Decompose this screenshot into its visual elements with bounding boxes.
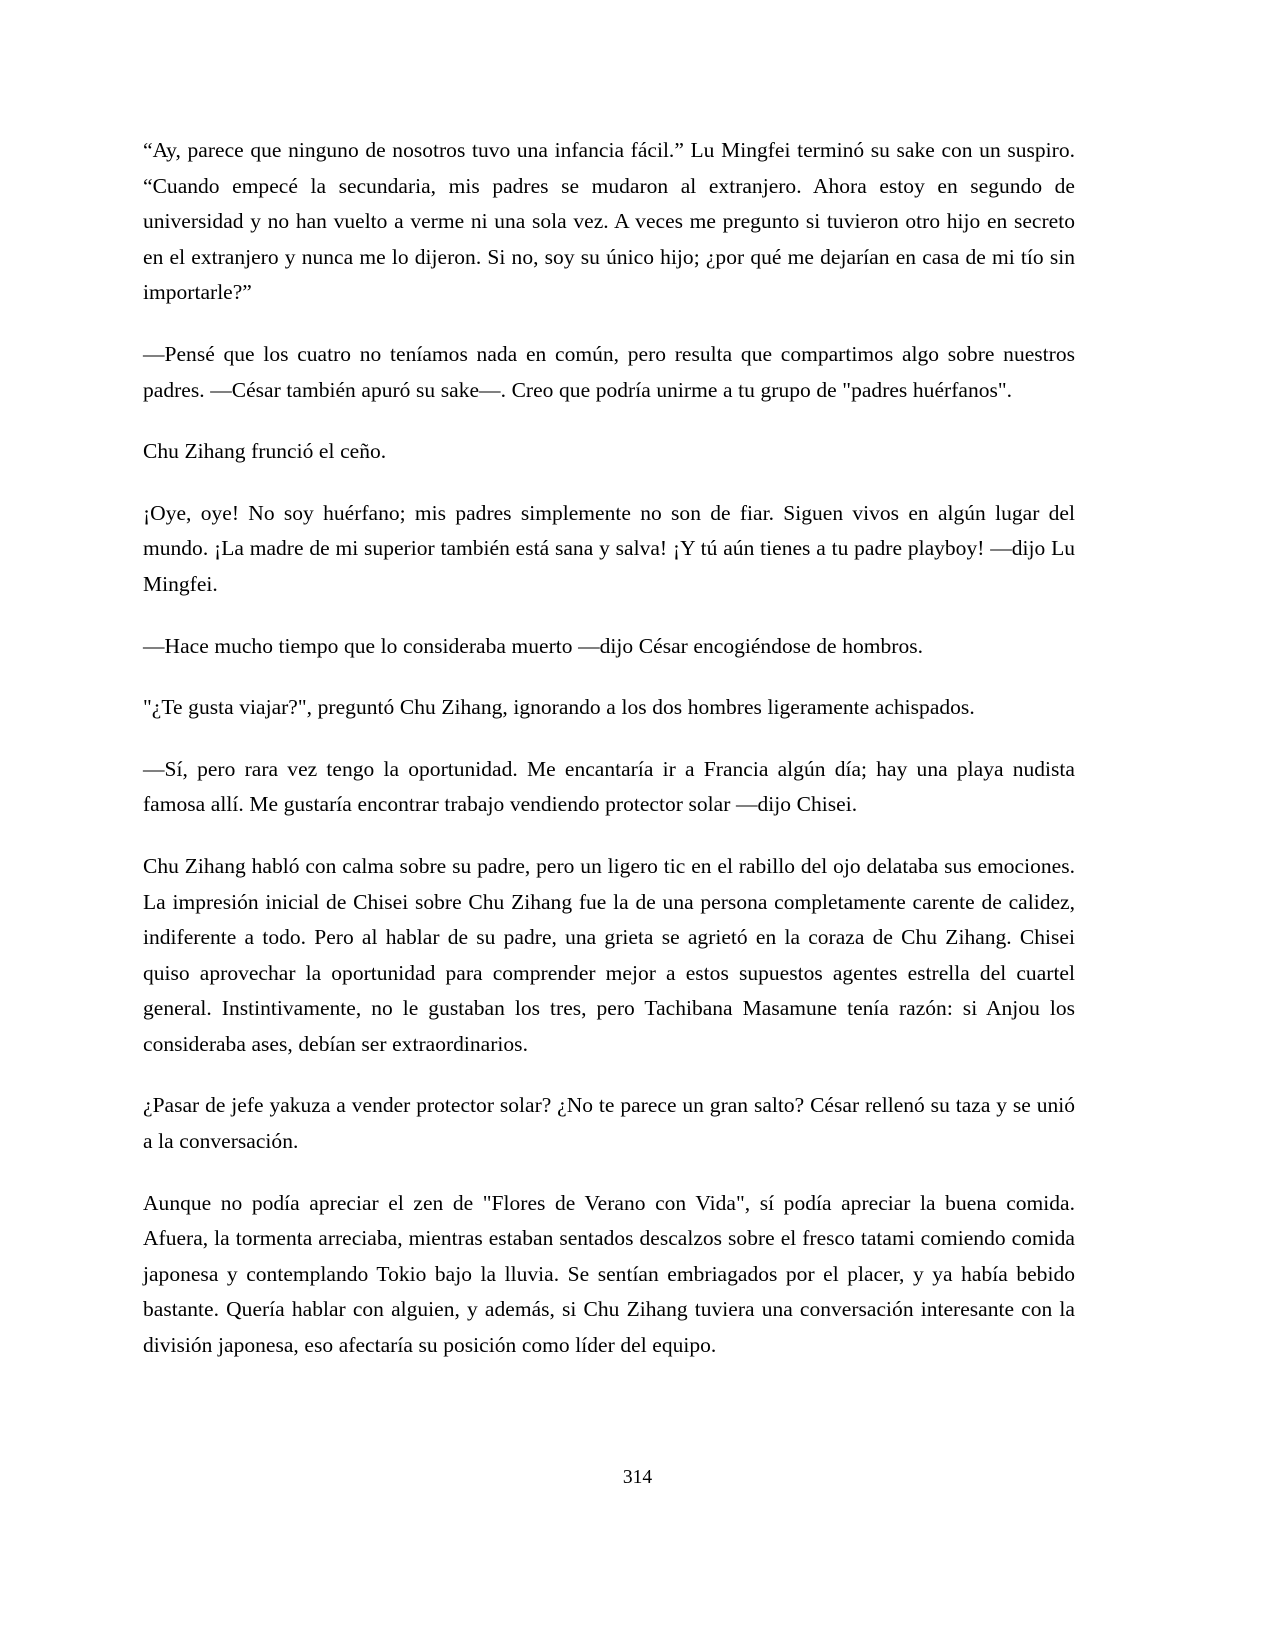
paragraph: Chu Zihang habló con calma sobre su padre, pero un ligero tic en el rabillo del ojo delataba sus emociones. La impresión inicial de Chisei sobre Chu Zihang fue la de una persona completamente carente de calidez, indiferente a todo. Pero al hablar de su padre, una grieta se agrietó en la coraza de Chu Zihang. Chisei quiso aprovechar la oportunidad para comprender mejor a estos supuestos agentes estrella del cuartel general. Instintivamente, no le gustaban los tres, pero Tachibana Masamune tenía razón: si Anjou los consideraba ases, debían ser extraordinarios.	[143, 853, 1075, 1056]
paragraph: "¿Te gusta viajar?", preguntó Chu Zihang, ignorando a los dos hombres ligeramente achispados.	[143, 695, 975, 720]
paragraph: ¿Pasar de jefe yakuza a vender protector solar? ¿No te parece un gran salto? César rellenó su taza y se unió a la conversación.	[143, 1093, 1075, 1154]
paragraph: ¡Oye, oye! No soy huérfano; mis padres simplemente no son de fiar. Siguen vivos en algún lugar del mundo. ¡La madre de mi superior también está sana y salva! ¡Y tú aún tienes a tu padre playboy! —dijo Lu Mingfei.	[143, 500, 1075, 596]
paragraph: Chu Zihang frunció el ceño.	[143, 439, 387, 464]
paragraph: “Ay, parece que ninguno de nosotros tuvo una infancia fácil.” Lu Mingfei terminó su sake con un suspiro. “Cuando empecé la secundaria, mis padres se mudaron al extranjero. Ahora estoy en segundo de universidad y no han vuelto a verme ni una sola vez. A veces me pregunto si tuvieron otro hijo en secreto en el extranjero y nunca me lo dijeron. Si no, soy su único hijo; ¿por qué me dejarían en casa de mi tío sin importarle?”	[143, 138, 1075, 305]
paragraph: Aunque no podía apreciar el zen de "Flores de Verano con Vida", sí podía apreciar la buena comida. Afuera, la tormenta arreciaba, mientras estaban sentados descalzos sobre el fresco tatami comiendo comida japonesa y contemplando Tokio bajo la lluvia. Se sentían embriagados por el placer, y ya había bebido bastante. Quería hablar con alguien, y además, si Chu Zihang tuviera una conversación interesante con la división japonesa, eso afectaría su posición como líder del equipo.	[143, 1190, 1075, 1358]
paragraph: —Hace mucho tiempo que lo consideraba muerto —dijo César encogiéndose de hombros.	[143, 633, 923, 658]
page-body-text	[143, 133, 1075, 1364]
page-number: 314	[622, 1467, 653, 1488]
paragraph: —Sí, pero rara vez tengo la oportunidad. Me encantaría ir a Francia algún día; hay una playa nudista famosa allí. Me gustaría encontrar trabajo vendiendo protector solar —dijo Chisei.	[143, 756, 1075, 817]
paragraph: —Pensé que los cuatro no teníamos nada en común, pero resulta que compartimos algo sobre nuestros padres. —César también apuró su sake—. Creo que podría unirme a tu grupo de "padres huérfanos".	[143, 341, 1075, 402]
